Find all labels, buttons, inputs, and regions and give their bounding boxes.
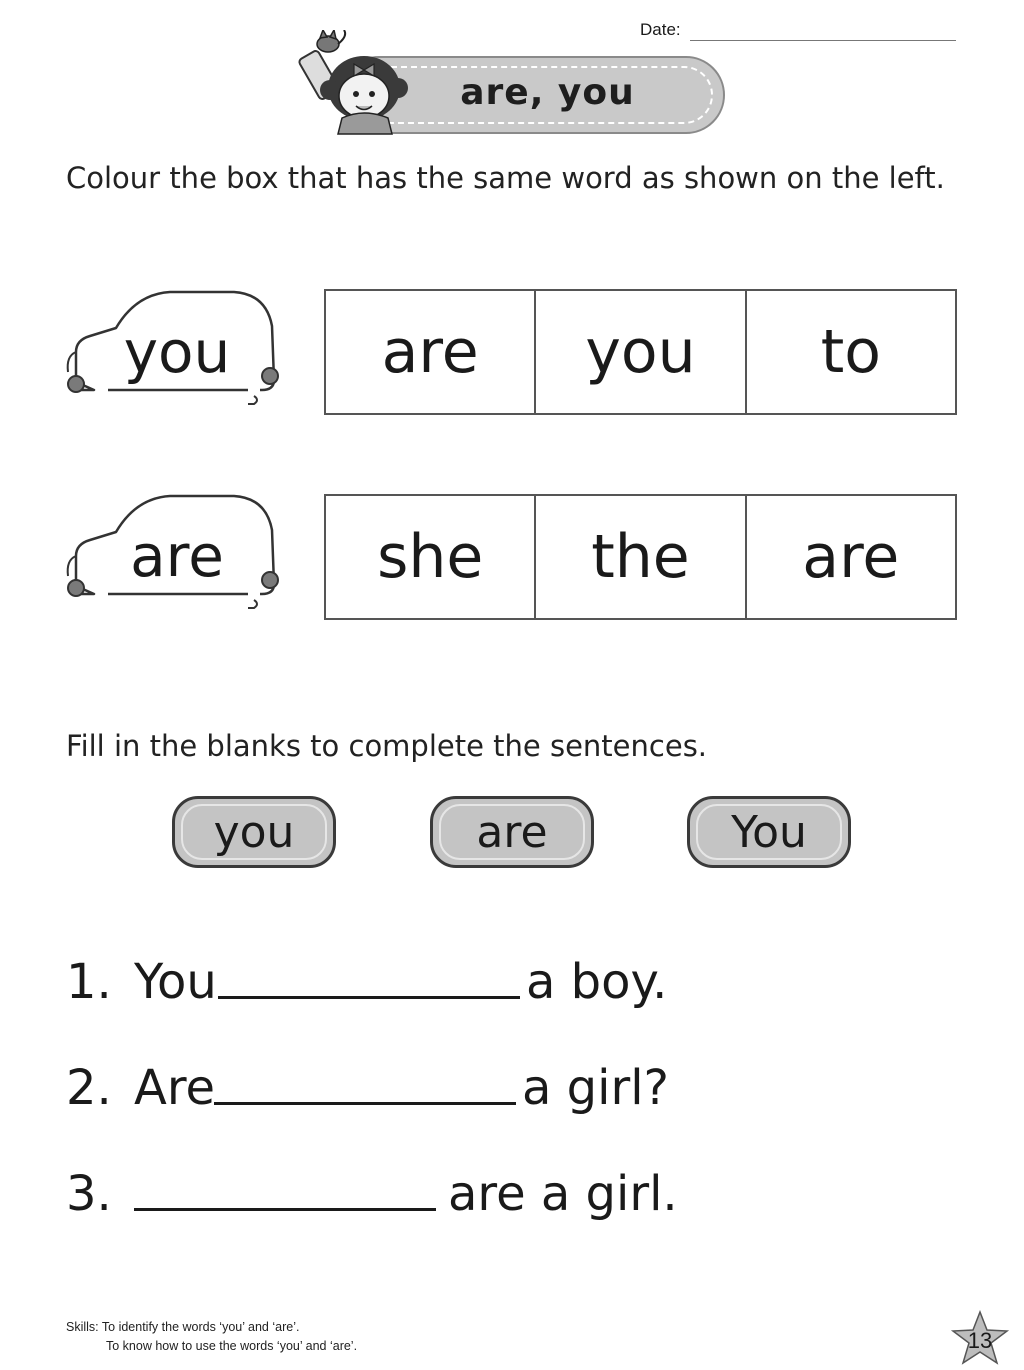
date-input-line[interactable] — [690, 40, 956, 41]
target-word: you — [123, 318, 231, 386]
sentence-end: a girl? — [522, 1060, 670, 1116]
sentence-start: Are — [134, 1060, 216, 1116]
sentence-number: 3. — [66, 1166, 112, 1222]
word-choice-box[interactable]: the — [536, 496, 746, 618]
word-bank-chip: you — [172, 796, 336, 868]
skills-line: To know how to use the words ‘you’ and ‘are’. — [106, 1339, 358, 1353]
word-choice-box[interactable]: she — [326, 496, 536, 618]
word-choice-row — [324, 494, 957, 620]
word-choice-box[interactable]: are — [802, 522, 900, 592]
page-number: 13 — [967, 1328, 993, 1353]
sentence-end: a boy. — [526, 954, 668, 1010]
matching-instruction: Colour the box that has the same word as shown on the left. — [66, 161, 945, 195]
word-bank-chip: are — [430, 796, 594, 868]
answer-blank[interactable] — [218, 996, 520, 999]
target-word: are — [130, 522, 224, 590]
sentence-end: are a girl. — [448, 1166, 678, 1222]
car-word-container-2 — [62, 490, 284, 620]
word-choice-box[interactable]: you — [536, 291, 746, 413]
page-title: are, you — [460, 72, 635, 113]
skills-line: Skills: To identify the words ‘you’ and ‘are’. — [66, 1320, 300, 1334]
fill-blanks-instruction: Fill in the blanks to complete the sentences. — [66, 729, 708, 763]
date-label: Date: — [640, 20, 681, 39]
answer-blank[interactable] — [214, 1102, 516, 1105]
word-choice-row — [324, 289, 957, 415]
word-choice-box[interactable]: to — [820, 317, 881, 387]
skills-note — [66, 1318, 357, 1356]
answer-blank[interactable] — [134, 1208, 436, 1211]
sentence-number: 2. — [66, 1060, 112, 1116]
word-bank-chip: You — [687, 796, 851, 868]
girl-with-cat-illustration — [296, 30, 426, 136]
word-choice-box[interactable]: are — [326, 291, 536, 413]
page-number-badge — [950, 1310, 1010, 1366]
sentence-number: 1. — [66, 954, 112, 1010]
car-word-container-1 — [62, 286, 284, 416]
sentence-start: You — [134, 954, 217, 1010]
